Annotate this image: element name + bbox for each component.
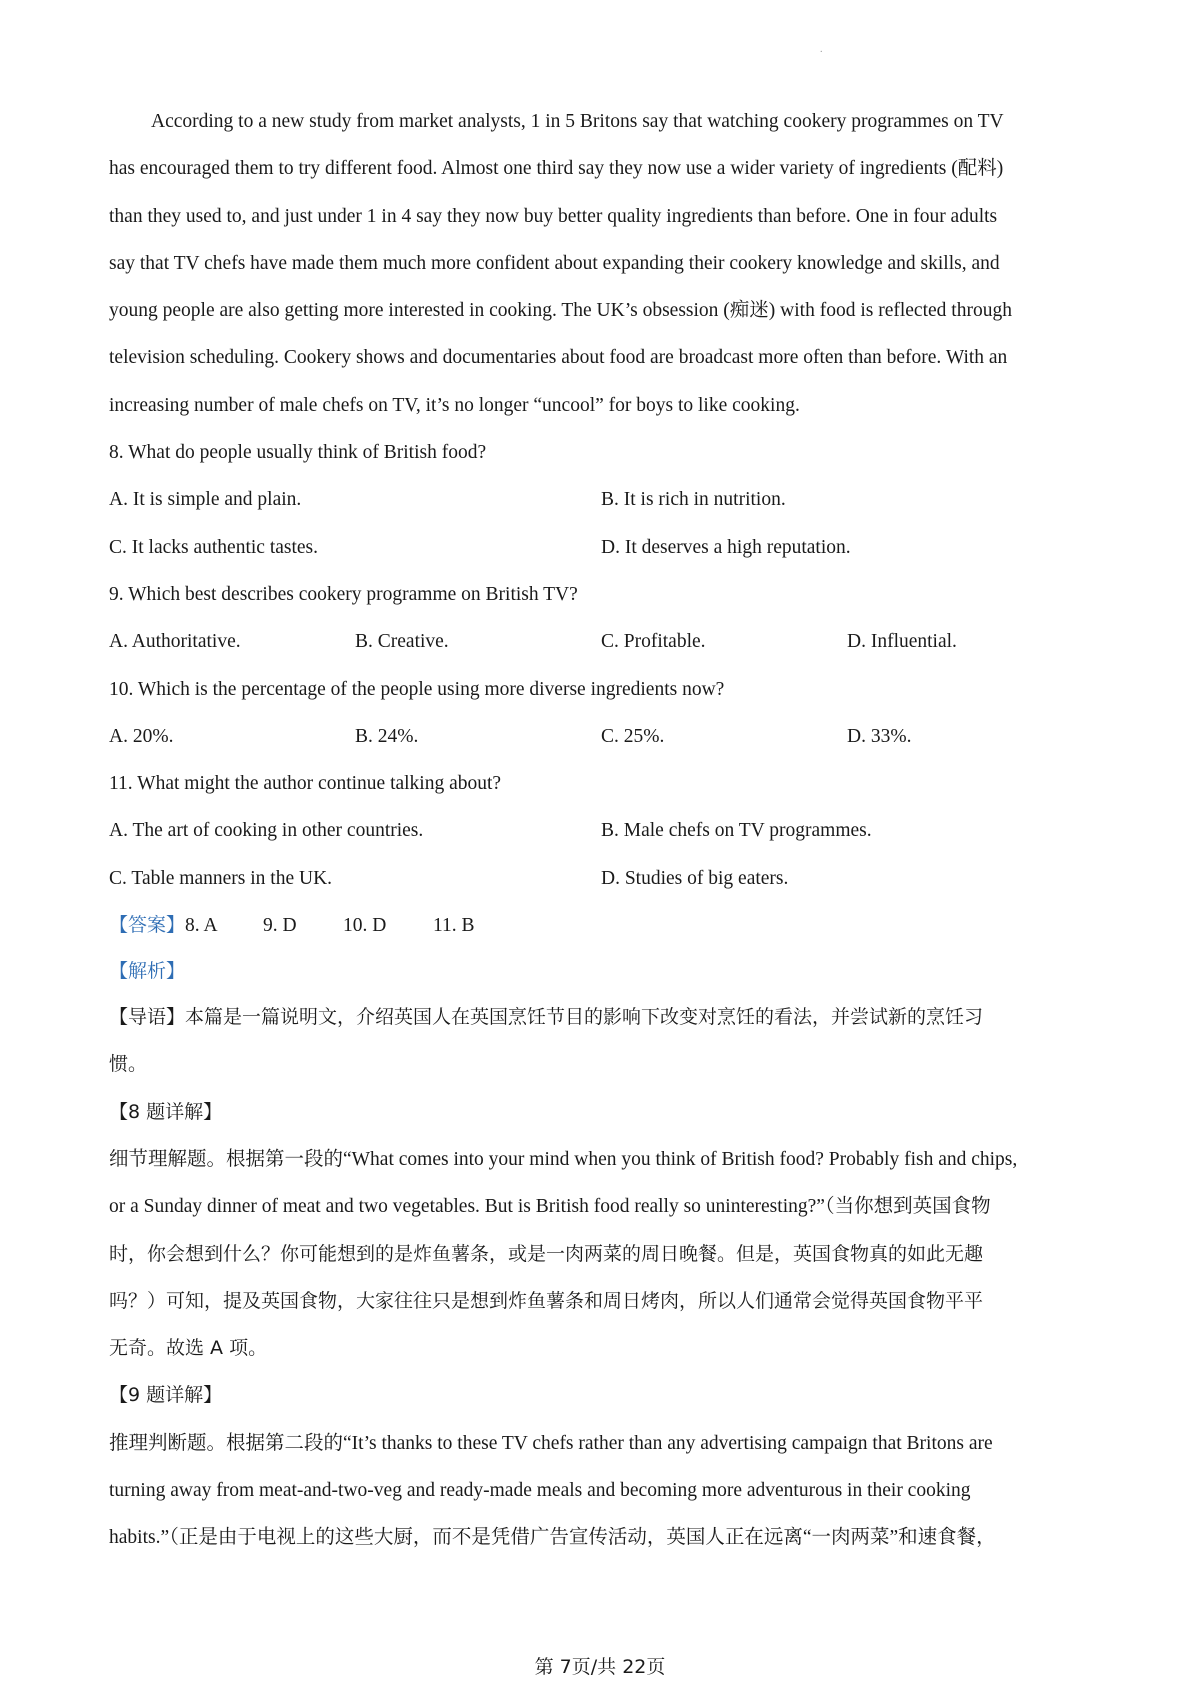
passage-line: say that TV chefs have made them much more confident about expanding their cookery knowledge and skills, and: [109, 252, 1000, 274]
detail-line: habits.”（正是由于电视上的这些大厨，而不是凭借广告宣传活动，英国人正在远离“一肉两菜”和速食餐，: [109, 1527, 996, 1549]
page-number-footer: 第 7页/共 22页: [534, 1656, 666, 1678]
option-b: B. Male chefs on TV programmes.: [601, 820, 872, 842]
question-stem: 11. What might the author continue talking about?: [109, 773, 502, 795]
analysis-label: 【解析】: [109, 960, 186, 983]
option-a: A. 20%.: [109, 725, 174, 747]
passage-line: increasing number of male chefs on TV, it’s no longer “uncool” for boys to like cooking.: [109, 394, 800, 416]
option-d: D. 33%.: [847, 725, 912, 747]
option-a: A. The art of cooking in other countries.: [109, 820, 424, 842]
question-stem: 9. Which best describes cookery programme on British TV?: [109, 583, 578, 605]
detail-line: 细节理解题。根据第一段的“What comes into your mind when you think of British food? Probably fish and chips,: [109, 1148, 1018, 1170]
answer-item: 8. A: [185, 915, 218, 937]
passage-line: than they used to, and just under 1 in 4 say they now buy better quality ingredients than before. One in four adults: [109, 205, 998, 227]
passage-line: young people are also getting more interested in cooking. The UK’s obsession (痴迷) with food is reflected through: [109, 300, 1012, 322]
intro-line: 惯。: [109, 1053, 148, 1076]
detail-line: 时，你会想到什么？你可能想到的是炸鱼薯条，或是一肉两菜的周日晚餐。但是，英国食物真的如此无趣: [109, 1242, 984, 1265]
option-d: D. Influential.: [847, 631, 957, 653]
options-row: [109, 807, 1099, 854]
option-a: A. Authoritative.: [109, 631, 241, 653]
content-area: [109, 98, 1099, 1562]
intro: [109, 994, 1099, 1089]
options-row: [109, 713, 1099, 760]
question-8: [109, 429, 1099, 571]
option-a: A. It is simple and plain.: [109, 489, 302, 511]
options-row: [109, 476, 1099, 523]
option-b: B. 24%.: [355, 725, 419, 747]
option-c: C. It lacks authentic tastes.: [109, 536, 319, 558]
option-b: B. Creative.: [355, 631, 449, 653]
option-c: C. Profitable.: [601, 631, 706, 653]
passage-line: has encouraged them to try different food. Almost one third say they now use a wider variety of ingredients (配料): [109, 158, 1004, 180]
option-c: C. Table manners in the UK.: [109, 867, 333, 889]
question-9: [109, 571, 1099, 666]
answer-item: 9. D: [263, 915, 297, 937]
detail-line: 无奇。故选 A 项。: [109, 1337, 268, 1360]
question-stem: 10. Which is the percentage of the people using more diverse ingredients now?: [109, 678, 725, 700]
option-d: D. It deserves a high reputation.: [601, 536, 851, 558]
answer-key: [109, 902, 1099, 948]
detail-line: 吗？）可知，提及英国食物，大家往往只是想到炸鱼薯条和周日烤肉，所以人们通常会觉得英国食物平平: [109, 1289, 984, 1312]
answer-item: 10. D: [343, 915, 387, 937]
options-row: [109, 855, 1099, 902]
detail-line: turning away from meat-and-two-veg and ready-made meals and becoming more adventurous in their cooking: [109, 1480, 971, 1502]
option-c: C. 25%.: [601, 725, 665, 747]
options-row: [109, 524, 1099, 571]
detail-title: 【8 题详解】: [109, 1100, 223, 1123]
question-stem: 8. What do people usually think of British food?: [109, 442, 487, 464]
detail-title: 【9 题详解】: [109, 1384, 223, 1407]
intro-line: 【导语】本篇是一篇说明文，介绍英国人在英国烹饪节目的影响下改变对烹饪的看法，并尝试新的烹饪习: [109, 1006, 984, 1029]
passage-line: According to a new study from market analysts, 1 in 5 Britons say that watching cookery programmes on TV: [151, 111, 1004, 132]
options-row: [109, 618, 1099, 665]
answer-item: 11. B: [433, 915, 475, 937]
detail-9: [109, 1372, 1099, 1561]
detail-line: or a Sunday dinner of meat and two vegetables. But is British food really so uninteresting?”（当你想到英国食物: [109, 1196, 991, 1218]
option-d: D. Studies of big eaters.: [601, 867, 789, 889]
detail-line: 推理判断题。根据第二段的“It’s thanks to these TV chefs rather than any advertising campaign that Britons are: [109, 1432, 993, 1454]
passage-line: television scheduling. Cookery shows and documentaries about food are broadcast more often than before. With an: [109, 347, 1008, 369]
detail-8: [109, 1089, 1099, 1373]
question-10: [109, 666, 1099, 761]
passage: [109, 98, 1099, 429]
answer-label: 【答案】: [109, 914, 186, 937]
option-b: B. It is rich in nutrition.: [601, 489, 786, 511]
question-11: [109, 760, 1099, 902]
decorative-dot: .: [820, 44, 823, 55]
